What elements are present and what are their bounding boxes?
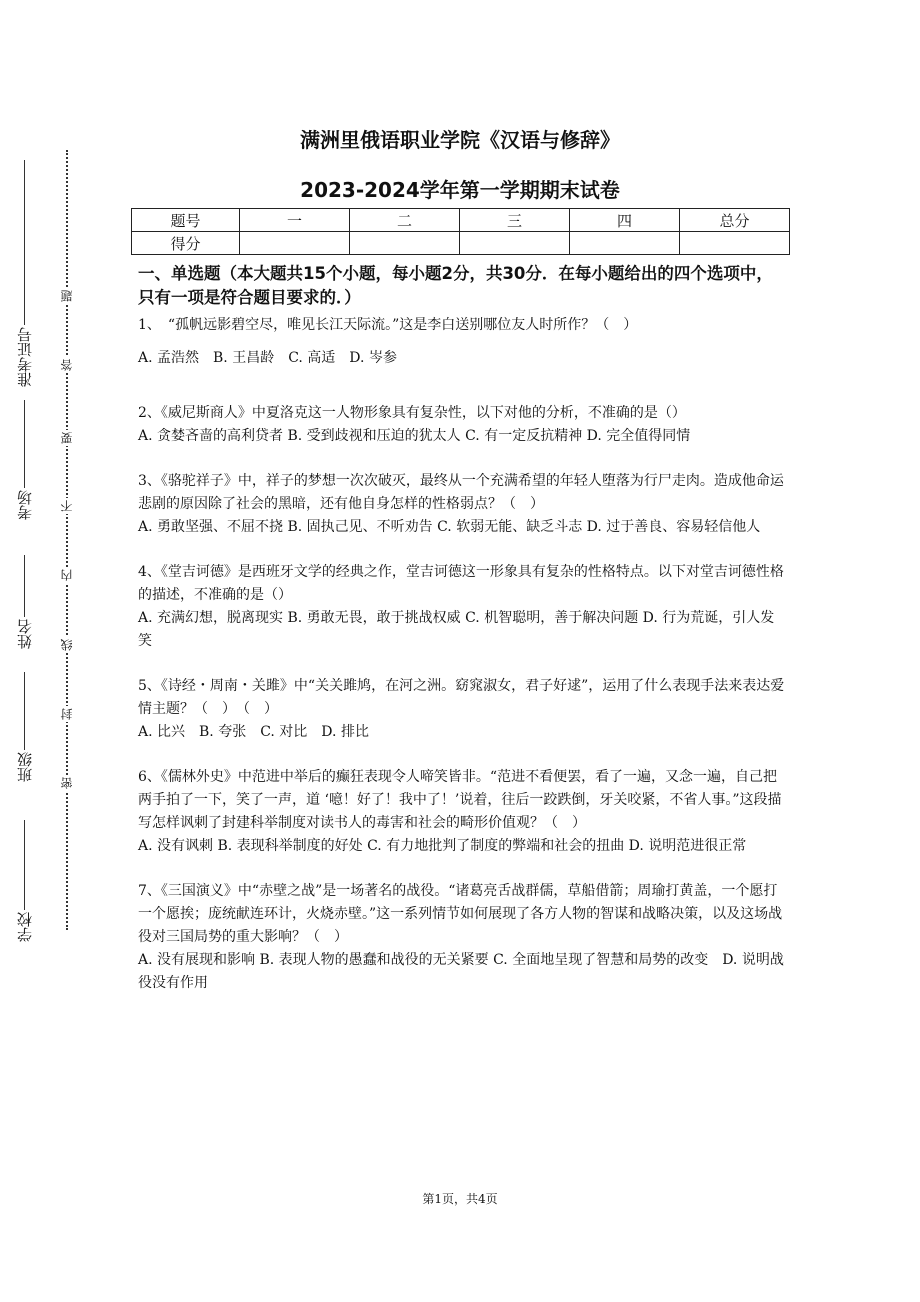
question-stem: 1、 “孤帆远影碧空尽，唯见长江天际流。”这是李白送别哪位友人时所作？（ ） (138, 317, 638, 333)
exam-number-label: 准考证号 (16, 327, 34, 387)
score-header-cell: 四 (569, 209, 679, 232)
question-options: A. 充满幻想，脱离现实 B. 勇敢无畏，敢于挑战权威 C. 机智聪明，善于解决问题 D. 行为荒诞，引人发笑 (138, 610, 775, 649)
exam-room-label: 考场 (16, 490, 34, 520)
question-options: A. 没有展现和影响 B. 表现人物的愚蠢和战役的无关紧要 C. 全面地呈现了智慧和局势的改变 D. 说明战役没有作用 (138, 952, 784, 991)
class-blank[interactable] (24, 672, 25, 750)
question-options: A. 贪婪吝啬的高利贷者 B. 受到歧视和压迫的犹太人 C. 有一定反抗精神 D. 完全值得同情 (138, 428, 691, 444)
seal-char: 要 (60, 432, 74, 444)
score-header-cell: 三 (459, 209, 569, 232)
score-cell[interactable] (459, 232, 569, 255)
score-cell[interactable] (350, 232, 460, 255)
name-blank[interactable] (24, 555, 25, 617)
score-cell[interactable] (240, 232, 350, 255)
name-field[interactable] (14, 555, 35, 649)
score-table (131, 208, 790, 255)
score-table-header-row (132, 209, 790, 232)
exam-title: 满洲里俄语职业学院《汉语与修辞》 (300, 128, 620, 152)
score-header-cell: 总分 (679, 209, 789, 232)
name-label: 姓名 (16, 619, 34, 649)
score-cell[interactable] (569, 232, 679, 255)
score-row-label: 得分 (132, 232, 240, 255)
school-label: 学校 (16, 912, 34, 942)
page-footer: 第1页，共4页 (422, 1192, 498, 1206)
question-stem: 3、《骆驼祥子》中，祥子的梦想一次次破灭，最终从一个充满希望的年轻人堕落为行尸走肉。造成他命运悲剧的原因除了社会的黑暗，还有他自身怎样的性格弱点？（ ） (138, 473, 784, 512)
class-field[interactable] (14, 672, 35, 782)
exam-room-blank[interactable] (24, 400, 25, 488)
seal-char: 封 (60, 708, 74, 720)
score-table-score-row (132, 232, 790, 255)
seal-char: 内 (60, 569, 74, 581)
seal-char: 密 (60, 777, 74, 789)
seal-char: 答 (60, 359, 74, 371)
exam-content (138, 262, 788, 995)
question-options: A. 比兴 B. 夸张 C. 对比 D. 排比 (138, 724, 369, 740)
exam-room-field[interactable] (14, 400, 35, 520)
question-options: A. 孟浩然 B. 王昌龄 C. 高适 D. 岑参 (138, 350, 397, 366)
seal-dotted-line (66, 150, 68, 930)
question-stem: 6、《儒林外史》中范进中举后的癫狂表现令人啼笑皆非。“范进不看便罢，看了一遍，又念一遍，自己把两手拍了一下，笑了一声，道 ‘噫！好了！我中了！’说着，往后一跤跌倒，牙关咬紧，不省人事。”这段描写怎样讽刺了封建科举制度对读书人的毒害和社会的畸形价值观？（ ） (138, 769, 782, 831)
question-stem: 2、《威尼斯商人》中夏洛克这一人物形象具有复杂性，以下对他的分析，不准确的是（） (138, 405, 686, 421)
school-field[interactable] (14, 820, 35, 942)
class-label: 班级 (16, 752, 34, 782)
score-header-cell: 二 (350, 209, 460, 232)
seal-char: 题 (60, 290, 74, 302)
exam-subtitle: 2023-2024学年第一学期期末试卷 (300, 178, 620, 202)
question-options: A. 没有讽刺 B. 表现科举制度的好处 C. 有力地批判了制度的弊端和社会的扭曲 D. 说明范进很正常 (138, 838, 747, 854)
question-stem: 7、《三国演义》中“赤壁之战”是一场著名的战役。“诸葛亮舌战群儒，草船借箭；周瑜打黄盖，一个愿打一个愿挨；庞统献连环计，火烧赤壁。”这一系列情节如何展现了各方人物的智谋和战略决策，以及这场战役对三国局势的重大影响？（ ） (138, 883, 783, 945)
score-header-cell: 一 (240, 209, 350, 232)
school-blank[interactable] (24, 820, 25, 910)
section-heading: 一、单选题（本大题共15个小题，每小题2分，共30分．在每小题给出的四个选项中，只有一项是符合题目要求的．） (138, 264, 773, 307)
seal-char: 线 (60, 639, 74, 651)
seal-char: 不 (60, 500, 74, 512)
question-options: A. 勇敢坚强、不屈不挠 B. 固执己见、不听劝告 C. 软弱无能、缺乏斗志 D. 过于善良、容易轻信他人 (138, 519, 761, 535)
question-stem: 5、《诗经・周南・关雎》中“关关雎鸠，在河之洲。窈窕淑女，君子好逑”，运用了什么表现手法来表达爱情主题？（ ） （ ） (138, 678, 785, 717)
score-cell[interactable] (679, 232, 789, 255)
score-header-cell: 题号 (132, 209, 240, 232)
question-stem: 4、《堂吉诃德》是西班牙文学的经典之作，堂吉诃德这一形象具有复杂的性格特点。以下对堂吉诃德性格的描述，不准确的是（） (138, 564, 784, 603)
